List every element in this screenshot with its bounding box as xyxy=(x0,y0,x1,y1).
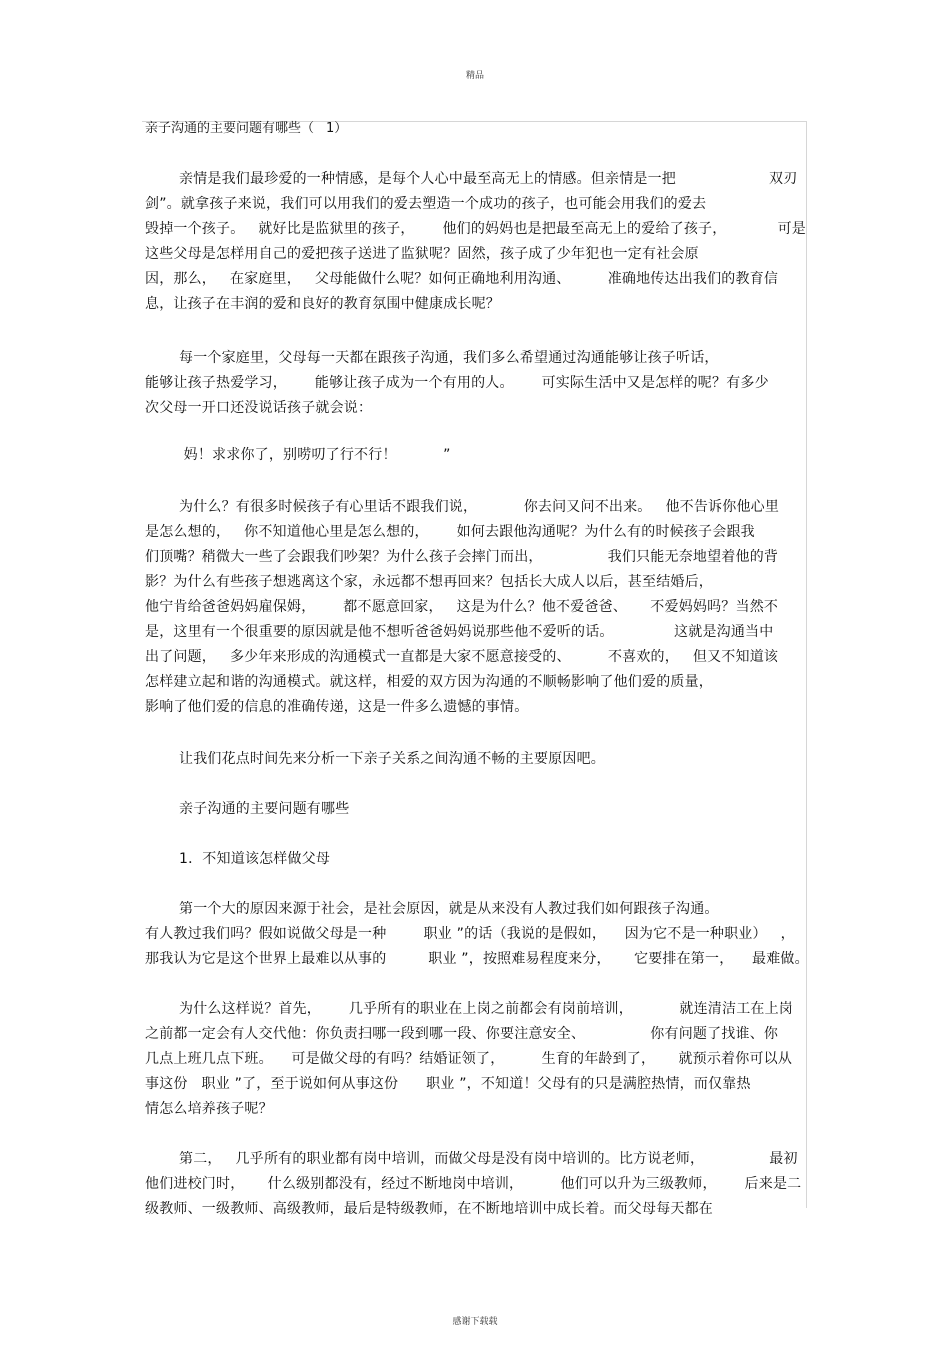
text-line: 能够让孩子热爱学习， 能够让孩子成为一个有用的人。 可实际生活中又是怎样的呢？有多少 xyxy=(145,375,769,391)
paragraph-1 xyxy=(145,167,810,317)
title-text: 亲子沟通的主要问题有哪些（ xyxy=(145,121,315,136)
document-body xyxy=(145,120,810,1222)
paragraph-7 xyxy=(145,897,810,972)
text-line: 事这份 职业 ”了，至于说如何从事这份 职业 ”，不知道！父母有的只是满腔热情，而仅靠热 xyxy=(145,1076,751,1092)
text-line: 出了问题， 多少年来形成的沟通模式一直都是大家不愿意接受的、 不喜欢的， 但又不知道该 xyxy=(145,649,779,665)
paragraph-9 xyxy=(145,1147,810,1222)
text-line: 他宁肯给爸爸妈妈雇保姆， 都不愿意回家， 这是为什么？他不爱爸爸、 不爱妈妈吗？当然不 xyxy=(145,599,779,615)
paragraph-2 xyxy=(145,346,810,421)
text-line: 剑”。就拿孩子来说，我们可以用我们的爱去塑造一个成功的孩子，也可能会用我们的爱去 xyxy=(145,196,707,212)
title-number: 1） xyxy=(326,121,348,136)
text-line: 第二， 几乎所有的职业都有岗中培训，而做父母是没有岗中培训的。比方说老师， 最初 xyxy=(179,1151,798,1167)
text-line: 级教师、一级教师、高级教师，最后是特级教师，在不断地培训中成长着。而父母每天都在 xyxy=(145,1201,713,1217)
text-line: 之前都一定会有人交代他：你负责扫哪一段到哪一段、你要注意安全、 你有问题了找谁、你 xyxy=(145,1026,779,1042)
text-line: 影？为什么有些孩子想逃离这个家，永远都不想再回来？包括长大成人以后，甚至结婚后， xyxy=(145,574,713,590)
paragraph-8 xyxy=(145,997,810,1122)
text-line: 毁掉一个孩子。 就好比是监狱里的孩子， 他们的妈妈也是把最至高无上的爱给了孩子， 可是 xyxy=(145,221,807,237)
text-line: 是怎么想的， 你不知道他心里是怎么想的， 如何去跟他沟通呢？为什么有的时候孩子会跟我 xyxy=(145,524,755,540)
text-line: 几点上班几点下班。 可是做父母的有吗？结婚证领了， 生育的年龄到了， 就预示着你可以从 xyxy=(145,1051,793,1067)
numbered-heading: 1．不知道该怎样做父母 xyxy=(179,851,331,867)
document-title xyxy=(145,120,810,138)
header-watermark: 精品 xyxy=(465,71,484,81)
paragraph-3 xyxy=(145,495,810,720)
text-line: 怎样建立起和谐的沟通模式。就这样，相爱的双方因为沟通的不顺畅影响了他们爱的质量， xyxy=(145,674,713,690)
text-line: 有人教过我们吗？假如说做父母是一种 职业 ”的话（我说的是假如， 因为它不是一种职业） ， xyxy=(145,926,795,942)
quote-line: 妈！求求你了，别唠叨了行不行！ ” xyxy=(179,447,451,463)
text-line: 影响了他们爱的信息的准确传递，这是一件多么遗憾的事情。 xyxy=(145,699,529,715)
text-line: 们顶嘴？稍微大一些了会跟我们吵架？为什么孩子会摔门而出， 我们只能无奈地望着他的背 xyxy=(145,549,779,565)
paragraph-4: 让我们花点时间先来分析一下亲子关系之间沟通不畅的主要原因吧。 xyxy=(179,751,605,767)
text-line: 为什么这样说？首先， 几乎所有的职业在上岗之前都会有岗前培训， 就连清洁工在上岗 xyxy=(179,1001,794,1017)
text-line: 情怎么培养孩子呢？ xyxy=(145,1101,273,1117)
text-line: 每一个家庭里，父母每一天都在跟孩子沟通，我们多么希望通过沟通能够让孩子听话， xyxy=(179,350,719,366)
text-line: 亲情是我们最珍爱的一种情感，是每个人心中最至高无上的情感。但亲情是一把 双刃 xyxy=(179,171,798,187)
text-line: 息，让孩子在丰润的爱和良好的教育氛围中健康成长呢？ xyxy=(145,296,500,312)
footer-watermark: 感谢下载载 xyxy=(452,1317,498,1327)
text-line: 因，那么， 在家庭里， 父母能做什么呢？如何正确地利用沟通、 准确地传达出我们的教育信 xyxy=(145,271,779,287)
text-line: 次父母一开口还没说话孩子就会说： xyxy=(145,400,373,416)
text-line: 是，这里有一个很重要的原因就是他不想听爸爸妈妈说那些他不爱听的话。 这就是沟通当中 xyxy=(145,624,774,640)
text-line: 他们进校门时， 什么级别都没有，经过不断地岗中培训， 他们可以升为三级教师， 后来是二 xyxy=(145,1176,802,1192)
text-line: 这些父母是怎样用自己的爱把孩子送进了监狱呢？固然，孩子成了少年犯也一定有社会原 xyxy=(145,246,699,262)
section-heading: 亲子沟通的主要问题有哪些 xyxy=(179,801,350,817)
text-line: 那我认为它是这个世界上最难以从事的 职业 ”，按照难易程度来分， 它要排在第一， 最难做。 xyxy=(145,951,809,967)
text-line: 第一个大的原因来源于社会，是社会原因，就是从来没有人教过我们如何跟孩子沟通。 xyxy=(179,901,719,917)
text-line: 为什么？有很多时候孩子有心里话不跟我们说， 你去问又问不出来。 他不告诉你他心里 xyxy=(179,499,780,515)
